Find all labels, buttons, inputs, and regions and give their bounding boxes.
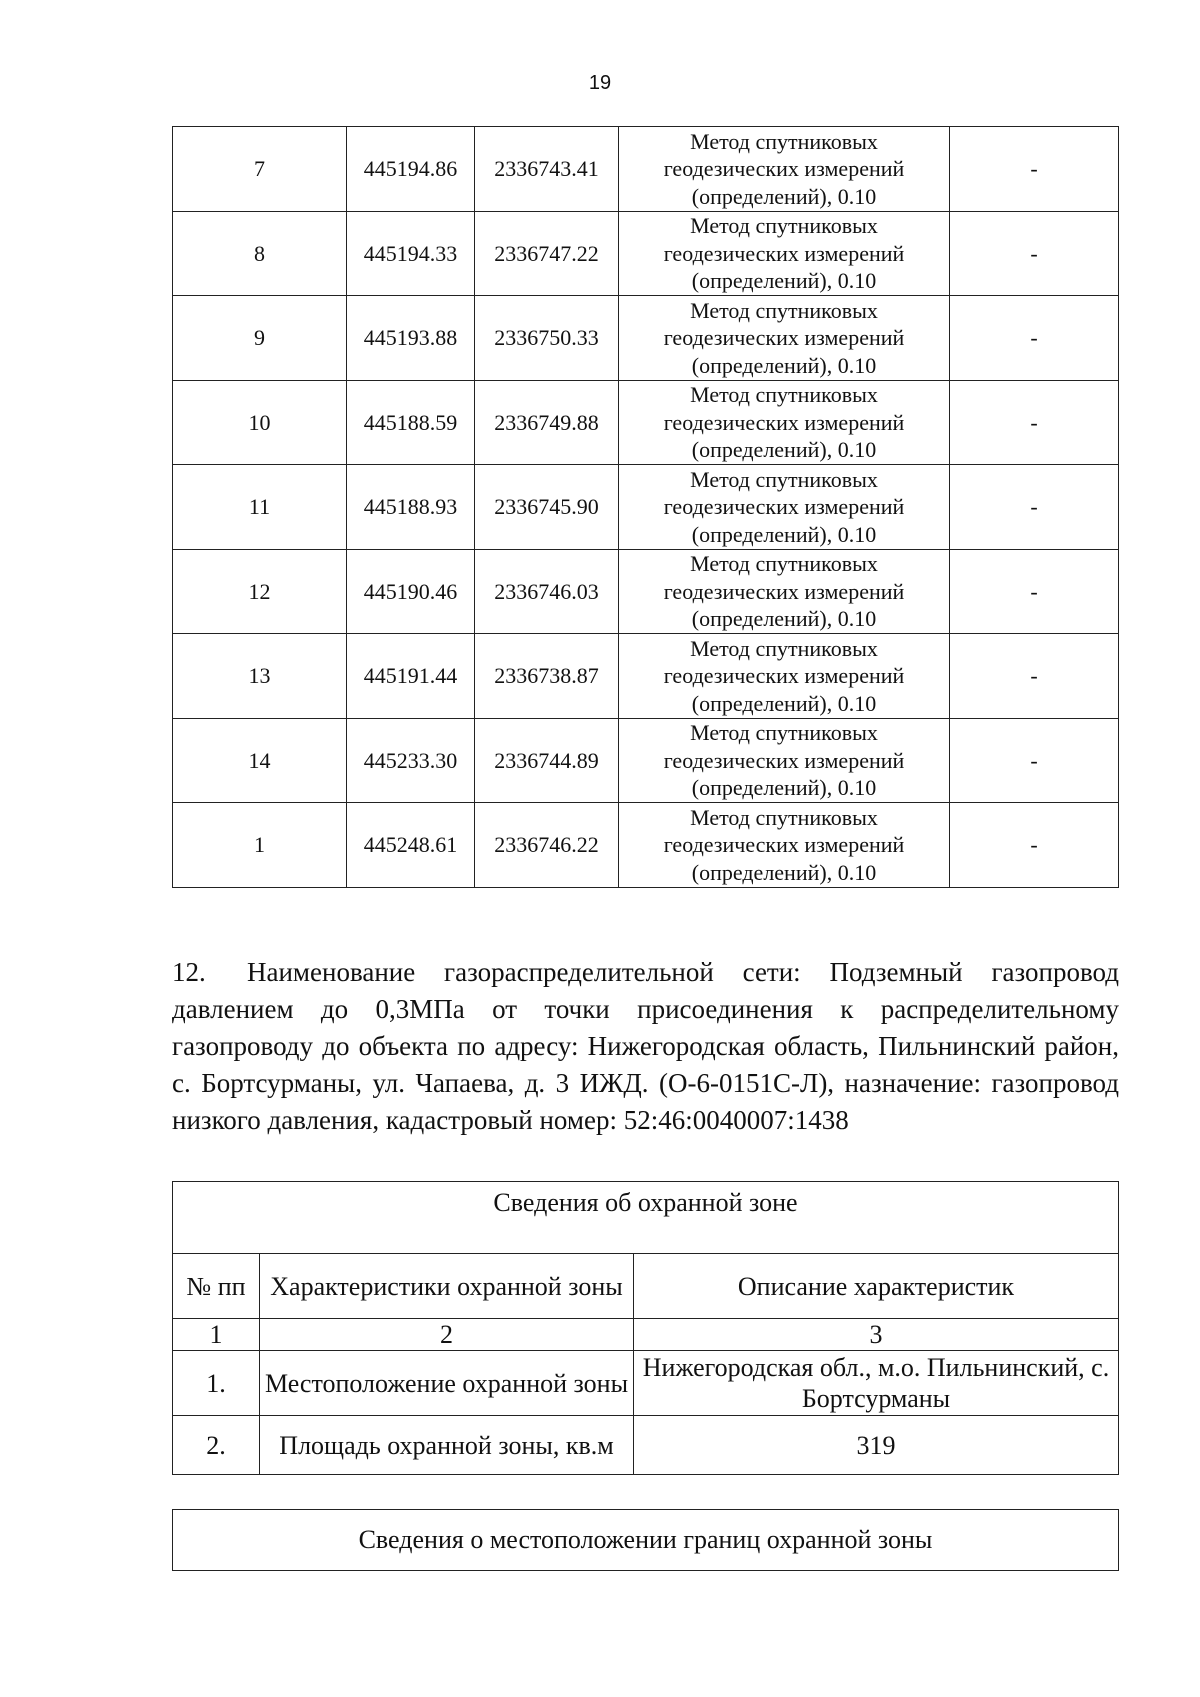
zone-row-description: 319 (634, 1416, 1119, 1475)
method-line: геодезических измерений (663, 156, 905, 181)
y-coordinate-cell: 2336746.03 (475, 549, 619, 634)
method-line: Метод спутниковых (690, 382, 878, 407)
y-coordinate-cell: 2336750.33 (475, 296, 619, 381)
zone-row-description: Нижегородская обл., м.о. Пильнинский, с. Бортсурманы (634, 1351, 1119, 1416)
method-line: (определений), 0.10 (691, 690, 877, 716)
note-cell: - (950, 211, 1119, 296)
method-line: Метод спутниковых (690, 635, 878, 661)
zone-index-3: 3 (634, 1319, 1119, 1351)
y-coordinate-cell: 2336738.87 (475, 634, 619, 719)
y-coordinate-cell: 2336747.22 (475, 211, 619, 296)
zone-index-1: 1 (173, 1319, 260, 1351)
table-row (173, 634, 1119, 719)
note-cell: - (950, 634, 1119, 719)
method-line: (определений), 0.10 (691, 352, 877, 378)
method-line: геодезических измерений (663, 409, 905, 435)
note-cell: - (950, 465, 1119, 550)
table-row (173, 549, 1119, 634)
method-line: геодезических измерений (663, 494, 905, 519)
method-line: Метод спутниковых (690, 466, 878, 492)
method-line: (определений), 0.10 (691, 437, 877, 462)
bounds-table-title: Сведения о местоположении границ охранной зоны (173, 1510, 1119, 1571)
zone-header-description: Описание характеристик (634, 1254, 1119, 1319)
y-coordinate-cell: 2336746.22 (475, 803, 619, 888)
point-number-cell: 12 (173, 549, 347, 634)
zone-index-2: 2 (260, 1319, 634, 1351)
page-number: 19 (588, 72, 612, 94)
method-line: (определений), 0.10 (691, 183, 877, 209)
y-coordinate-cell: 2336743.41 (475, 127, 619, 212)
table-row (173, 296, 1119, 381)
y-coordinate-cell: 2336744.89 (475, 718, 619, 803)
table-row (173, 803, 1119, 888)
note-cell: - (950, 803, 1119, 888)
method-cell (619, 718, 950, 803)
method-cell (619, 211, 950, 296)
method-cell (619, 296, 950, 381)
zone-header-characteristic: Характеристики охранной зоны (260, 1254, 634, 1319)
table-row (173, 718, 1119, 803)
method-line: Метод спутниковых (690, 297, 878, 323)
x-coordinate-cell: 445233.30 (347, 718, 475, 803)
zone-header-number: № пп (173, 1254, 260, 1319)
method-cell (619, 634, 950, 719)
method-line: Метод спутниковых (690, 551, 878, 576)
note-cell: - (950, 718, 1119, 803)
method-line: (определений), 0.10 (691, 606, 877, 631)
method-cell (619, 380, 950, 465)
section-paragraph (172, 954, 1119, 1139)
table-row (173, 211, 1119, 296)
point-number-cell: 11 (173, 465, 347, 550)
section-text: Наименование газораспределительной сети: Подземный газопровод давлением до 0,3МПа от точки присоединения к распределительному газопроводу до объекта по адресу: Нижегородская область, Пильнинский район, с. Бортсурманы, ул. Чапаева, д. 3 ИЖД. (О-6-0151С-Л), назначение: газопровод низкого давления, кадастровый номер: 52:46:0040007:1438 (172, 957, 1119, 1135)
method-line: геодезических измерений (663, 578, 905, 604)
method-line: (определений), 0.10 (691, 859, 877, 885)
y-coordinate-cell: 2336745.90 (475, 465, 619, 550)
point-number-cell: 14 (173, 718, 347, 803)
y-coordinate-cell: 2336749.88 (475, 380, 619, 465)
x-coordinate-cell: 445248.61 (347, 803, 475, 888)
method-cell (619, 803, 950, 888)
x-coordinate-cell: 445190.46 (347, 549, 475, 634)
table-row (173, 465, 1119, 550)
zone-info-table (172, 1181, 1119, 1475)
method-line: геодезических измерений (663, 325, 905, 350)
method-line: геодезических измерений (663, 747, 905, 773)
method-line: геодезических измерений (663, 663, 905, 688)
x-coordinate-cell: 445193.88 (347, 296, 475, 381)
method-line: Метод спутниковых (690, 804, 878, 830)
x-coordinate-cell: 445188.59 (347, 380, 475, 465)
method-line: Метод спутниковых (690, 720, 878, 745)
method-line: Метод спутниковых (690, 213, 878, 238)
method-line: (определений), 0.10 (691, 521, 877, 547)
method-line: Метод спутниковых (690, 128, 878, 154)
point-number-cell: 10 (173, 380, 347, 465)
note-cell: - (950, 296, 1119, 381)
point-number-cell: 13 (173, 634, 347, 719)
x-coordinate-cell: 445194.33 (347, 211, 475, 296)
zone-row-characteristic: Площадь охранной зоны, кв.м (260, 1416, 634, 1475)
method-cell (619, 549, 950, 634)
x-coordinate-cell: 445191.44 (347, 634, 475, 719)
point-number-cell: 7 (173, 127, 347, 212)
table-row (173, 380, 1119, 465)
zone-row-number: 2. (173, 1416, 260, 1475)
method-line: геодезических измерений (663, 832, 905, 857)
table-row (173, 127, 1119, 212)
section-number: 12. (172, 957, 206, 987)
bounds-table (172, 1509, 1119, 1571)
note-cell: - (950, 127, 1119, 212)
note-cell: - (950, 549, 1119, 634)
method-line: геодезических измерений (663, 240, 905, 266)
coordinates-table (172, 126, 1119, 888)
method-line: (определений), 0.10 (691, 775, 877, 800)
zone-table-title: Сведения об охранной зоне (173, 1182, 1119, 1254)
point-number-cell: 8 (173, 211, 347, 296)
x-coordinate-cell: 445188.93 (347, 465, 475, 550)
point-number-cell: 1 (173, 803, 347, 888)
x-coordinate-cell: 445194.86 (347, 127, 475, 212)
point-number-cell: 9 (173, 296, 347, 381)
method-cell (619, 127, 950, 212)
method-line: (определений), 0.10 (691, 268, 877, 293)
zone-row-number: 1. (173, 1351, 260, 1416)
method-cell (619, 465, 950, 550)
note-cell: - (950, 380, 1119, 465)
zone-row-characteristic: Местоположение охранной зоны (260, 1351, 634, 1416)
